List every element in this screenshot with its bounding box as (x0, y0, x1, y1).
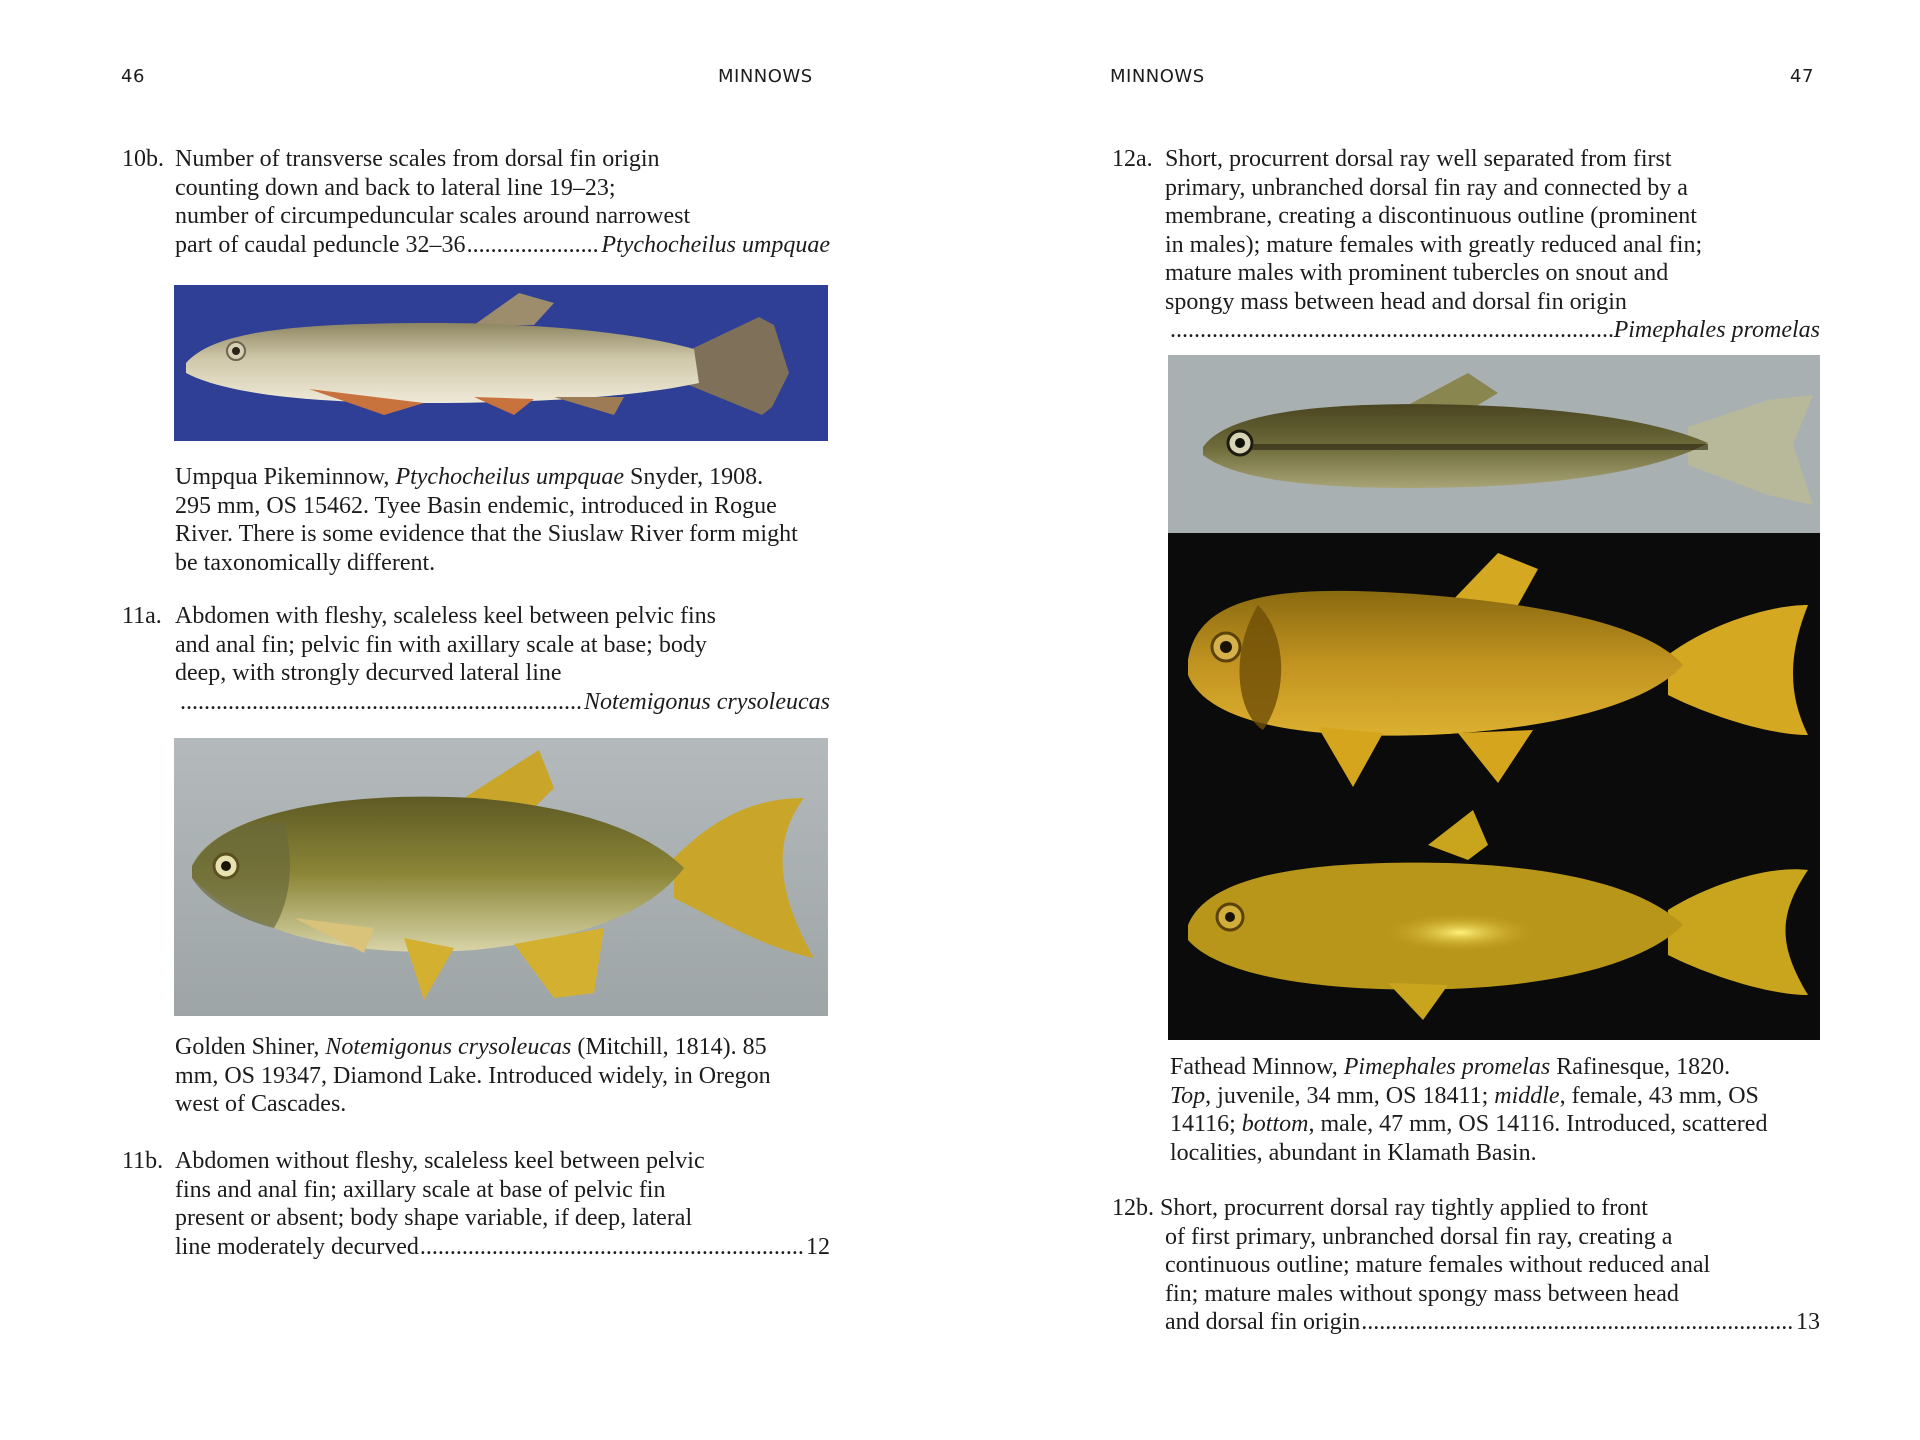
caption-line (175, 1033, 771, 1062)
entry-line: in males); mature females with greatly reduced anal fin; (1165, 231, 1703, 258)
leader-dots (467, 231, 601, 260)
middle-label: middle (1494, 1082, 1560, 1109)
caption-line: 295 mm, OS 15462. Tyee Basin endemic, introduced in Rogue (175, 492, 777, 519)
entry-number: 12a. (1112, 146, 1153, 172)
bottom-label: bottom (1241, 1111, 1309, 1137)
caption-line: be taxonomically different. (175, 549, 436, 576)
entry-line: continuous outline; mature females without reduced anal (1165, 1252, 1711, 1278)
caption-line: River. There is some evidence that the Siuslaw River form might (175, 521, 798, 547)
entry-line: fins and anal fin; axillary scale at base of pelvic fin (175, 1176, 666, 1203)
lead-text: and dorsal fin origin (1165, 1309, 1361, 1335)
line3-b: , male, 47 mm, OS 14116. Introduced, scattered (1308, 1111, 1768, 1137)
entry-number: 10b. (122, 146, 164, 172)
entry-line: deep, with strongly decurved lateral line (175, 660, 562, 686)
left-running-head: MINNOWS (718, 66, 813, 87)
entry-number: 11a. (122, 603, 162, 629)
right-page-number: 47 (1790, 66, 1814, 87)
caption-line (1170, 1110, 1767, 1139)
line3-a: 14116; (1170, 1111, 1236, 1137)
entry-line: present or absent; body shape variable, if deep, lateral (175, 1205, 693, 1231)
entry-line: Abdomen without fleshy, scaleless keel between pelvic (175, 1148, 705, 1174)
leader-line (1165, 316, 1820, 345)
golden-shiner-photo (174, 738, 828, 1016)
caption-line (1170, 1082, 1767, 1111)
right-running-head: MINNOWS (1110, 66, 1205, 87)
common-name: Umpqua Pikeminnow, (175, 464, 390, 490)
author-citation: Rafinesque, 1820. (1556, 1054, 1731, 1080)
key-result: Ptychocheilus umpquae (601, 231, 830, 258)
caption-line (1170, 1053, 1767, 1082)
leader-dots (180, 688, 583, 717)
caption-line: west of Cascades. (175, 1091, 347, 1117)
entry-line: Short, procurrent dorsal ray tightly applied to front (1160, 1195, 1648, 1221)
entry-line: fin; mature males without spongy mass between head (1165, 1280, 1679, 1307)
caption-line (175, 463, 798, 492)
entry-number: 12b. (1112, 1195, 1154, 1221)
key-result: Notemigonus crysoleucas (584, 688, 830, 715)
entry-line: Number of transverse scales from dorsal fin origin (175, 146, 660, 172)
key-result: 13 (1796, 1309, 1820, 1335)
scientific-name: Ptychocheilus umpquae (395, 464, 625, 490)
left-page-number: 46 (121, 66, 145, 87)
entry-first-line (1112, 1194, 1648, 1223)
leader-line (175, 1233, 830, 1262)
top-text: , juvenile, 34 mm, OS 18411; (1205, 1082, 1489, 1109)
caption-umpqua-pikeminnow (175, 463, 798, 577)
leader-dots (1361, 1308, 1795, 1337)
entry-line: Short, procurrent dorsal ray well separated from first (1165, 146, 1672, 172)
scientific-name: Pimephales promelas (1343, 1054, 1551, 1080)
middle-text: , female, 43 mm, OS (1559, 1082, 1759, 1109)
umpqua-pikeminnow-photo (174, 285, 828, 441)
caption-line: localities, abundant in Klamath Basin. (1170, 1139, 1537, 1166)
common-name: Golden Shiner, (175, 1034, 320, 1060)
top-label: Top (1170, 1082, 1206, 1109)
leader-line (175, 688, 830, 717)
entry-number: 11b. (122, 1148, 164, 1174)
lead-text: line moderately decurved (175, 1233, 419, 1260)
leader-line (1165, 1308, 1820, 1337)
scientific-name: Notemigonus crysoleucas (325, 1034, 572, 1060)
entry-line: primary, unbranched dorsal fin ray and connected by a (1165, 174, 1688, 201)
entry-line: counting down and back to lateral line 19–23; (175, 174, 616, 201)
entry-line: mature males with prominent tubercles on snout and (1165, 260, 1669, 286)
caption-fathead-minnow (1170, 1053, 1767, 1167)
entry-line: spongy mass between head and dorsal fin origin (1165, 288, 1627, 315)
key-result: 12 (806, 1233, 830, 1260)
common-name: Fathead Minnow, (1170, 1054, 1338, 1080)
key-result: Pimephales promelas (1613, 317, 1820, 343)
author-citation: (Mitchill, 1814). 85 (577, 1034, 767, 1060)
caption-line: mm, OS 19347, Diamond Lake. Introduced widely, in Oregon (175, 1062, 771, 1089)
entry-line: Abdomen with fleshy, scaleless keel between pelvic fins (175, 603, 716, 629)
caption-golden-shiner (175, 1033, 771, 1119)
leader-dots (1170, 316, 1613, 345)
entry-line: number of circumpeduncular scales around narrowest (175, 203, 691, 229)
leader-line (175, 231, 830, 260)
entry-line: and anal fin; pelvic fin with axillary scale at base; body (175, 631, 707, 658)
lead-text: part of caudal peduncle 32–36 (175, 231, 466, 258)
leader-dots (420, 1233, 805, 1262)
author-citation: Snyder, 1908. (630, 464, 764, 490)
fathead-minnow-photo (1168, 355, 1820, 1040)
entry-line: of first primary, unbranched dorsal fin ray, creating a (1165, 1223, 1673, 1250)
entry-line: membrane, creating a discontinuous outline (prominent (1165, 203, 1697, 229)
